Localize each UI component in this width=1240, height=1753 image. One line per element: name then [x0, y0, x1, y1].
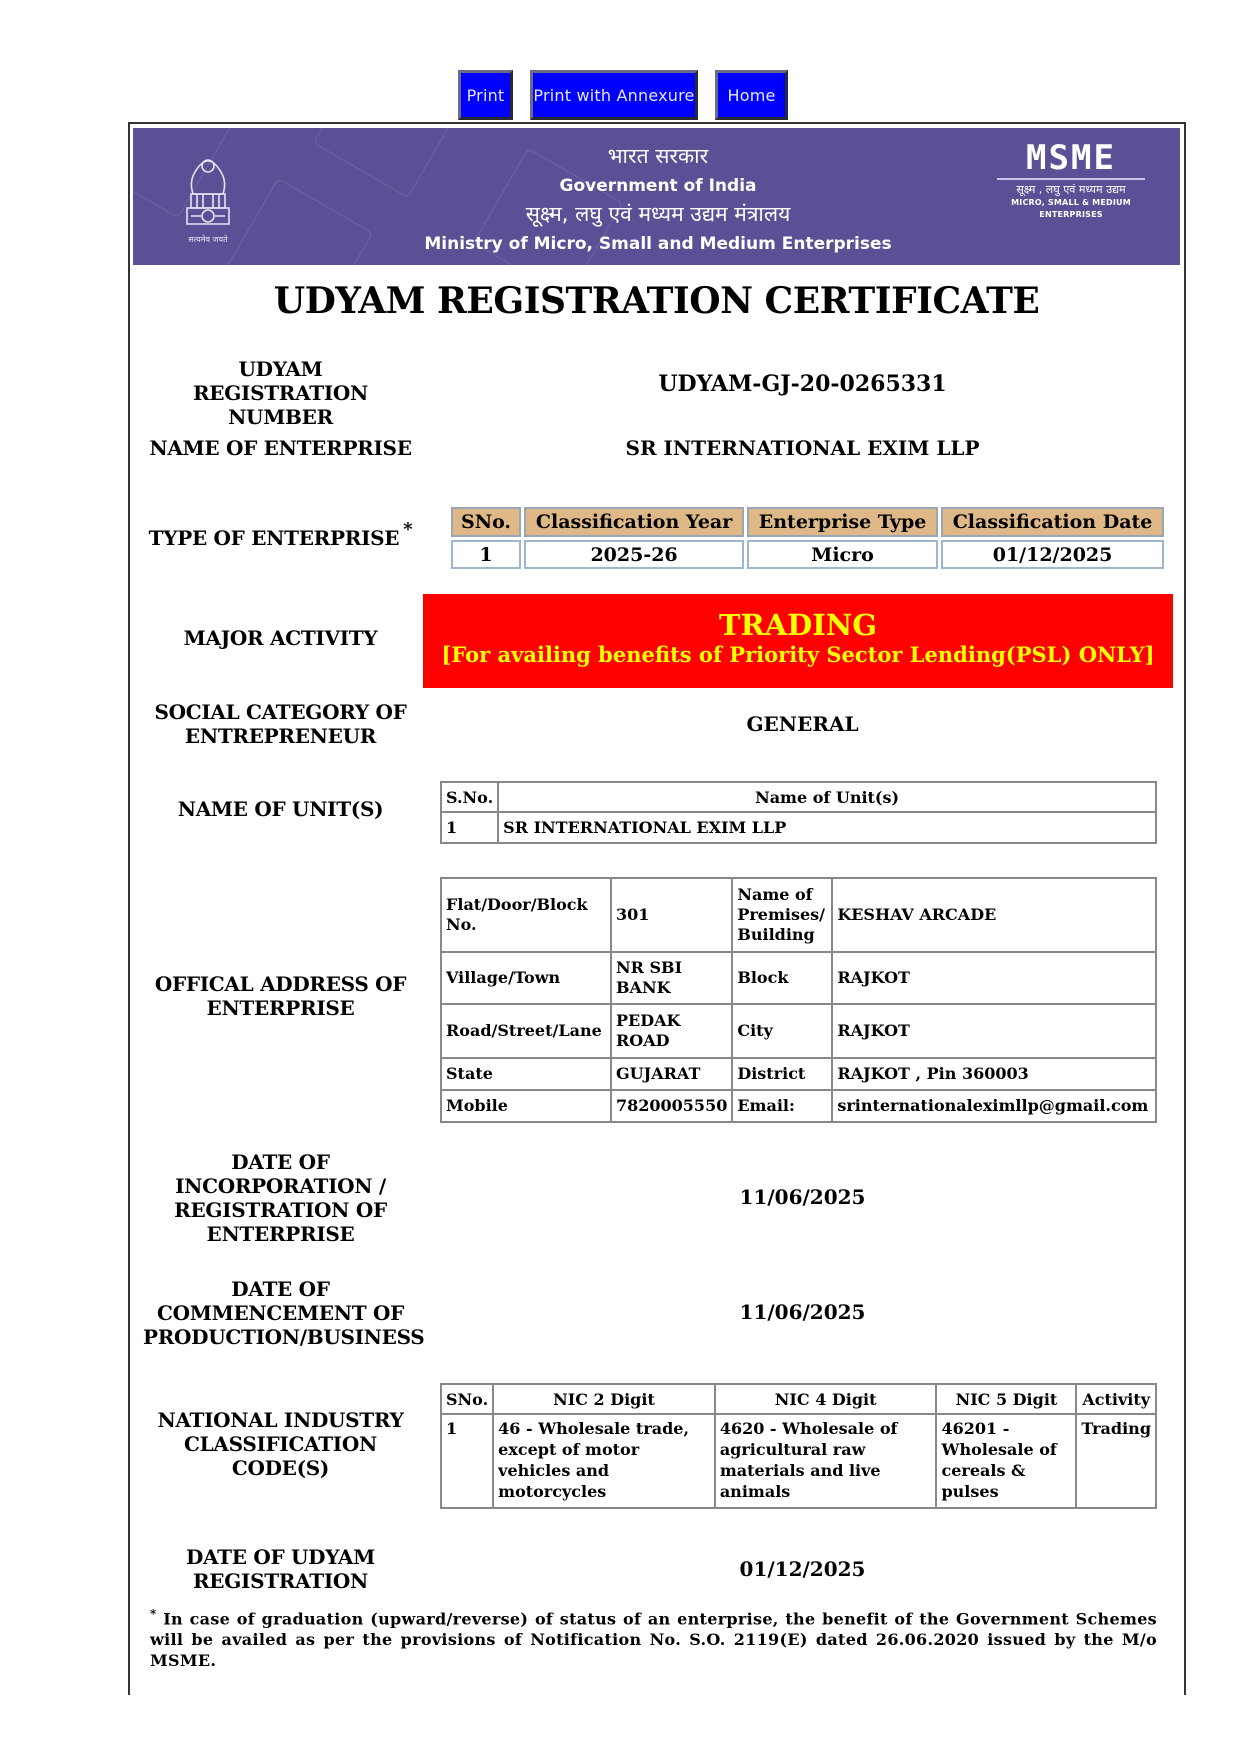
address-row	[441, 952, 1156, 1004]
units-header: Name of Unit(s)	[498, 782, 1156, 812]
nic-header: SNo.	[441, 1384, 493, 1414]
address-field-value: 7820005550	[611, 1090, 732, 1122]
msme-logo-divider	[997, 178, 1145, 180]
msme-logo-english: MICRO, SMALL & MEDIUM ENTERPRISES	[1011, 198, 1131, 219]
units-row	[441, 812, 1156, 843]
msme-logo-hindi: सूक्ष्म , लघु एवं मध्यम उद्यम	[1016, 183, 1126, 196]
udyam-date: 01/12/2025	[739, 1557, 866, 1581]
address-field-value: 301	[611, 878, 732, 952]
nic-cell: Trading	[1076, 1414, 1156, 1508]
major-activity-note: [For availing benefits of Priority Sector Lending(PSL) ONLY]	[441, 642, 1155, 667]
classification-header: SNo.	[451, 507, 521, 537]
registration-number: UDYAM-GJ-20-0265331	[658, 371, 947, 397]
address-row	[441, 878, 1156, 952]
units-header-row	[441, 782, 1156, 812]
classification-cell: Micro	[747, 540, 938, 569]
nic-table	[440, 1383, 1157, 1509]
classification-header: Classification Year	[524, 507, 744, 537]
classification-row	[451, 540, 1164, 569]
banner-hindi-title: भारत सरकार	[607, 144, 709, 168]
address-label: OFFICAL ADDRESS OF ENTERPRISE	[154, 972, 407, 1020]
classification-cell: 2025-26	[524, 540, 744, 569]
address-field-value: NR SBI BANK	[611, 952, 732, 1004]
commencement-date: 11/06/2025	[739, 1300, 866, 1324]
social-category-label: SOCIAL CATEGORY OF ENTREPRENEUR	[154, 700, 407, 748]
address-field-value: RAJKOT , Pin 360003	[832, 1058, 1156, 1090]
address-table	[440, 877, 1157, 1123]
address-field-label: Block	[732, 952, 832, 1004]
banner-hindi-ministry: सूक्ष्म, लघु एवं मध्यम उद्यम मंत्रालय	[525, 202, 791, 226]
social-category: GENERAL	[746, 712, 859, 736]
address-row	[441, 1058, 1156, 1090]
major-activity-label: MAJOR ACTIVITY	[183, 626, 378, 650]
address-row	[441, 1004, 1156, 1058]
address-field-label: Mobile	[441, 1090, 611, 1122]
enterprise-type-label	[148, 519, 413, 552]
nic-header-row	[441, 1384, 1156, 1414]
email-value: srinternationaleximllp@gmail.com	[832, 1090, 1156, 1122]
banner-english-ministry: Ministry of Micro, Small and Medium Enterprises	[424, 234, 892, 254]
address-field-value: PEDAK ROAD	[611, 1004, 732, 1058]
nic-header: NIC 4 Digit	[715, 1384, 937, 1414]
units-cell: SR INTERNATIONAL EXIM LLP	[498, 812, 1156, 843]
nic-header: NIC 5 Digit	[936, 1384, 1076, 1414]
classification-header: Enterprise Type	[747, 507, 938, 537]
emblem-motto: सत्यमेव जयते	[188, 235, 228, 244]
enterprise-name-label: NAME OF ENTERPRISE	[149, 436, 412, 460]
address-field-label: Email:	[732, 1090, 832, 1122]
ministry-banner	[133, 128, 1180, 265]
address-row	[441, 1090, 1156, 1122]
nic-cell: 46201 - Wholesale of cereals & pulses	[936, 1414, 1076, 1508]
incorporation-label: DATE OF INCORPORATION / REGISTRATION OF ENTERPRISE	[174, 1150, 387, 1246]
address-field-label: Flat/Door/Block No.	[441, 878, 611, 952]
major-activity-banner	[423, 594, 1173, 688]
nic-cell: 1	[441, 1414, 493, 1508]
udyam-date-label: DATE OF UDYAM REGISTRATION	[186, 1545, 375, 1593]
classification-header: Classification Date	[941, 507, 1164, 537]
units-cell: 1	[441, 812, 498, 843]
address-field-value: RAJKOT	[832, 952, 1156, 1004]
classification-cell: 1	[451, 540, 521, 569]
address-field-value: RAJKOT	[832, 1004, 1156, 1058]
home-button[interactable]: Home	[715, 70, 788, 120]
msme-logo	[991, 140, 1151, 220]
banner-english-title: Government of India	[559, 176, 757, 196]
address-field-value: GUJARAT	[611, 1058, 732, 1090]
classification-table	[448, 504, 1167, 572]
msme-logo-word: MSME	[1026, 138, 1116, 178]
nic-row	[441, 1414, 1156, 1508]
enterprise-name: SR INTERNATIONAL EXIM LLP	[625, 436, 980, 460]
toolbar	[0, 70, 1240, 122]
print-with-annexure-button[interactable]: Print with Annexure	[530, 70, 698, 120]
national-emblem-icon	[173, 142, 243, 252]
units-table	[440, 781, 1157, 844]
certificate-title: UDYAM REGISTRATION CERTIFICATE	[273, 280, 1040, 322]
registration-number-label: UDYAM REGISTRATION NUMBER	[192, 357, 368, 429]
footnote	[150, 1604, 1157, 1671]
nic-cell: 46 - Wholesale trade, except of motor vehicles and motorcycles	[493, 1414, 715, 1508]
nic-cell: 4620 - Wholesale of agricultural raw materials and live animals	[715, 1414, 937, 1508]
footnote-marker: *	[403, 519, 413, 540]
footnote-marker: *	[150, 1607, 157, 1621]
nic-header: Activity	[1076, 1384, 1156, 1414]
nic-label: NATIONAL INDUSTRY CLASSIFICATION CODE(S)	[157, 1408, 404, 1480]
enterprise-type-label-text: TYPE OF ENTERPRISE	[148, 526, 400, 550]
classification-cell: 01/12/2025	[941, 540, 1164, 569]
address-field-label: District	[732, 1058, 832, 1090]
units-label: NAME OF UNIT(S)	[177, 797, 384, 821]
footnote-text: In case of graduation (upward/reverse) of status of an enterprise, the benefit of the Government Schemes will be availed as per the provisions of Notification No. S.O. 2119(E) dated 26.06.2020 issued by the M/o MSME.	[150, 1609, 1157, 1671]
address-field-label: Name of Premises/ Building	[732, 878, 832, 952]
address-field-label: Road/Street/Lane	[441, 1004, 611, 1058]
address-field-label: State	[441, 1058, 611, 1090]
address-field-label: Village/Town	[441, 952, 611, 1004]
incorporation-date: 11/06/2025	[739, 1185, 866, 1209]
major-activity-value: TRADING	[718, 608, 878, 642]
commencement-label: DATE OF COMMENCEMENT OF PRODUCTION/BUSINESS	[143, 1277, 425, 1349]
classification-header-row	[451, 507, 1164, 537]
print-button[interactable]: Print	[458, 70, 513, 120]
nic-header: NIC 2 Digit	[493, 1384, 715, 1414]
address-field-label: City	[732, 1004, 832, 1058]
units-header: S.No.	[441, 782, 498, 812]
address-field-value: KESHAV ARCADE	[832, 878, 1156, 952]
